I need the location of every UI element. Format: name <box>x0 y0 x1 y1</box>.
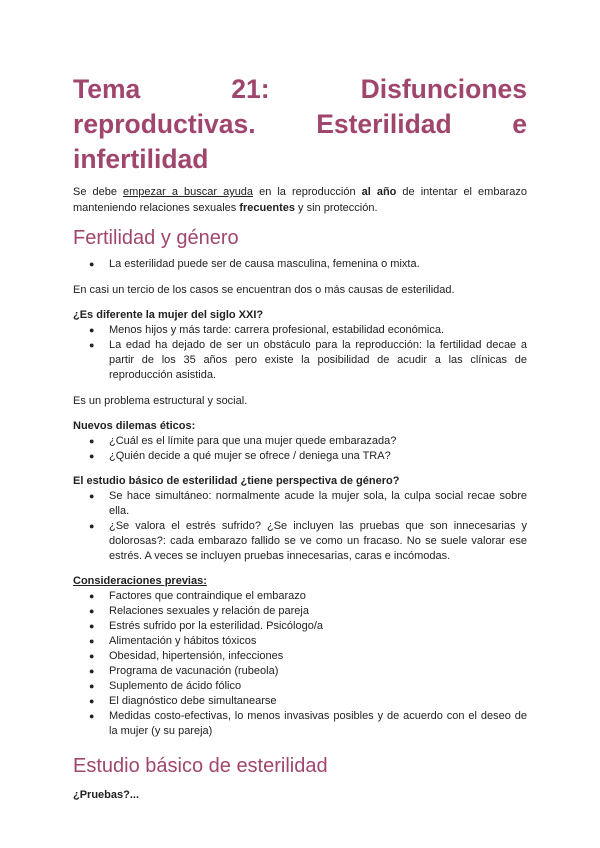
subheading-consideraciones: Consideraciones previas: <box>73 575 207 587</box>
list-item: ● Factores que contraindique el embarazo <box>89 590 306 602</box>
intro-underlined: empezar a buscar ayuda <box>123 186 254 198</box>
intro-text-5: de intentar el embarazo manteniendo relaciones sexuales <box>73 186 527 214</box>
bullet-icon: ● <box>89 651 95 661</box>
list-item: ● La edad ha dejado de ser un obstáculo para la reproducción: la fertilidad decae a partir de los 35 años pero existe la posibilidad de acudir a las clínicas de reproducción asistida. <box>89 339 527 381</box>
list-item: ● ¿Se valora el estrés sufrido? ¿Se incluyen las pruebas que son innecesarias y dolorosas?: cada embarazo fallido se ve como un fracaso. No se suele valorar ese estrés. A veces se incluyen pruebas innecesarias, caras e incómodas. <box>89 520 527 562</box>
subheading-estudio-genero: El estudio básico de esterilidad ¿tiene perspectiva de género? <box>73 475 400 487</box>
bullet-icon: ● <box>89 711 95 721</box>
paragraph-causas: En casi un tercio de los casos se encuentran dos o más causas de esterilidad. <box>73 284 455 296</box>
estudio-genero-list <box>73 489 527 564</box>
intro-text-3: en la reproducción <box>253 186 362 198</box>
list-item: ● Obesidad, hipertensión, infecciones <box>89 650 284 662</box>
list-item: ● ¿Cuál es el límite para que una mujer quede embarazada? <box>89 435 397 447</box>
bullet-icon: ● <box>89 591 95 601</box>
dilemas-list <box>73 434 527 464</box>
bullet-icon: ● <box>89 259 95 269</box>
list-item: ● El diagnóstico debe simultanearse <box>89 695 277 707</box>
list-item: ● La esterilidad puede ser de causa masculina, femenina o mixta. <box>89 258 420 270</box>
bullet-icon: ● <box>89 436 95 446</box>
mujer-siglo-list <box>73 323 527 383</box>
bullet-icon: ● <box>89 621 95 631</box>
list-item: ● Alimentación y hábitos tóxicos <box>89 635 257 647</box>
intro-text-7: y sin protección. <box>294 202 378 214</box>
intro-paragraph <box>73 184 527 216</box>
list-item: ● Menos hijos y más tarde: carrera profesional, estabilidad económica. <box>89 324 445 336</box>
consideraciones-list <box>73 589 527 739</box>
bullet-icon: ● <box>89 521 95 531</box>
bullet-icon: ● <box>89 325 95 335</box>
page-title: Tema 21: Disfunciones reproductivas. Esterilidad e infertilidad <box>73 74 527 174</box>
list-item: ● Medidas costo-efectivas, lo menos invasivas posibles y de acuerdo con el deseo de la mujer (y su pareja) <box>89 710 527 737</box>
subheading-dilemas: Nuevos dilemas éticos: <box>73 420 196 432</box>
paragraph-problema: Es un problema estructural y social. <box>73 395 248 407</box>
list-item: ● Estrés sufrido por la esterilidad. Psicólogo/a <box>89 620 323 632</box>
intro-bold-2: frecuentes <box>239 202 295 214</box>
list-item: ● Se hace simultáneo: normalmente acude la mujer sola, la culpa social recae sobre ella. <box>89 490 527 517</box>
bullet-icon: ● <box>89 636 95 646</box>
bullet-icon: ● <box>89 666 95 676</box>
bullet-icon: ● <box>89 340 95 350</box>
list-item: ● ¿Quién decide a qué mujer se ofrece / deniega una TRA? <box>89 450 391 462</box>
intro-text-1: Se debe <box>73 186 124 198</box>
subheading-pruebas: ¿Pruebas?... <box>73 789 140 801</box>
document-content <box>73 72 527 803</box>
intro-bold-1: al año <box>361 186 397 198</box>
section-heading-estudio: Estudio básico de esterilidad <box>73 755 328 777</box>
bullet-icon: ● <box>89 491 95 501</box>
bullet-icon: ● <box>89 606 95 616</box>
section-heading-fertilidad: Fertilidad y género <box>73 227 239 249</box>
bullet-icon: ● <box>89 696 95 706</box>
bullet-icon: ● <box>89 451 95 461</box>
bullet-icon: ● <box>89 681 95 691</box>
subheading-mujer-siglo: ¿Es diferente la mujer del siglo XXI? <box>73 309 264 321</box>
list-item: ● Relaciones sexuales y relación de pareja <box>89 605 309 617</box>
list-item: ● Suplemento de ácido fólico <box>89 680 242 692</box>
list-item: ● Programa de vacunación (rubeola) <box>89 665 279 677</box>
fertilidad-list <box>73 257 527 272</box>
